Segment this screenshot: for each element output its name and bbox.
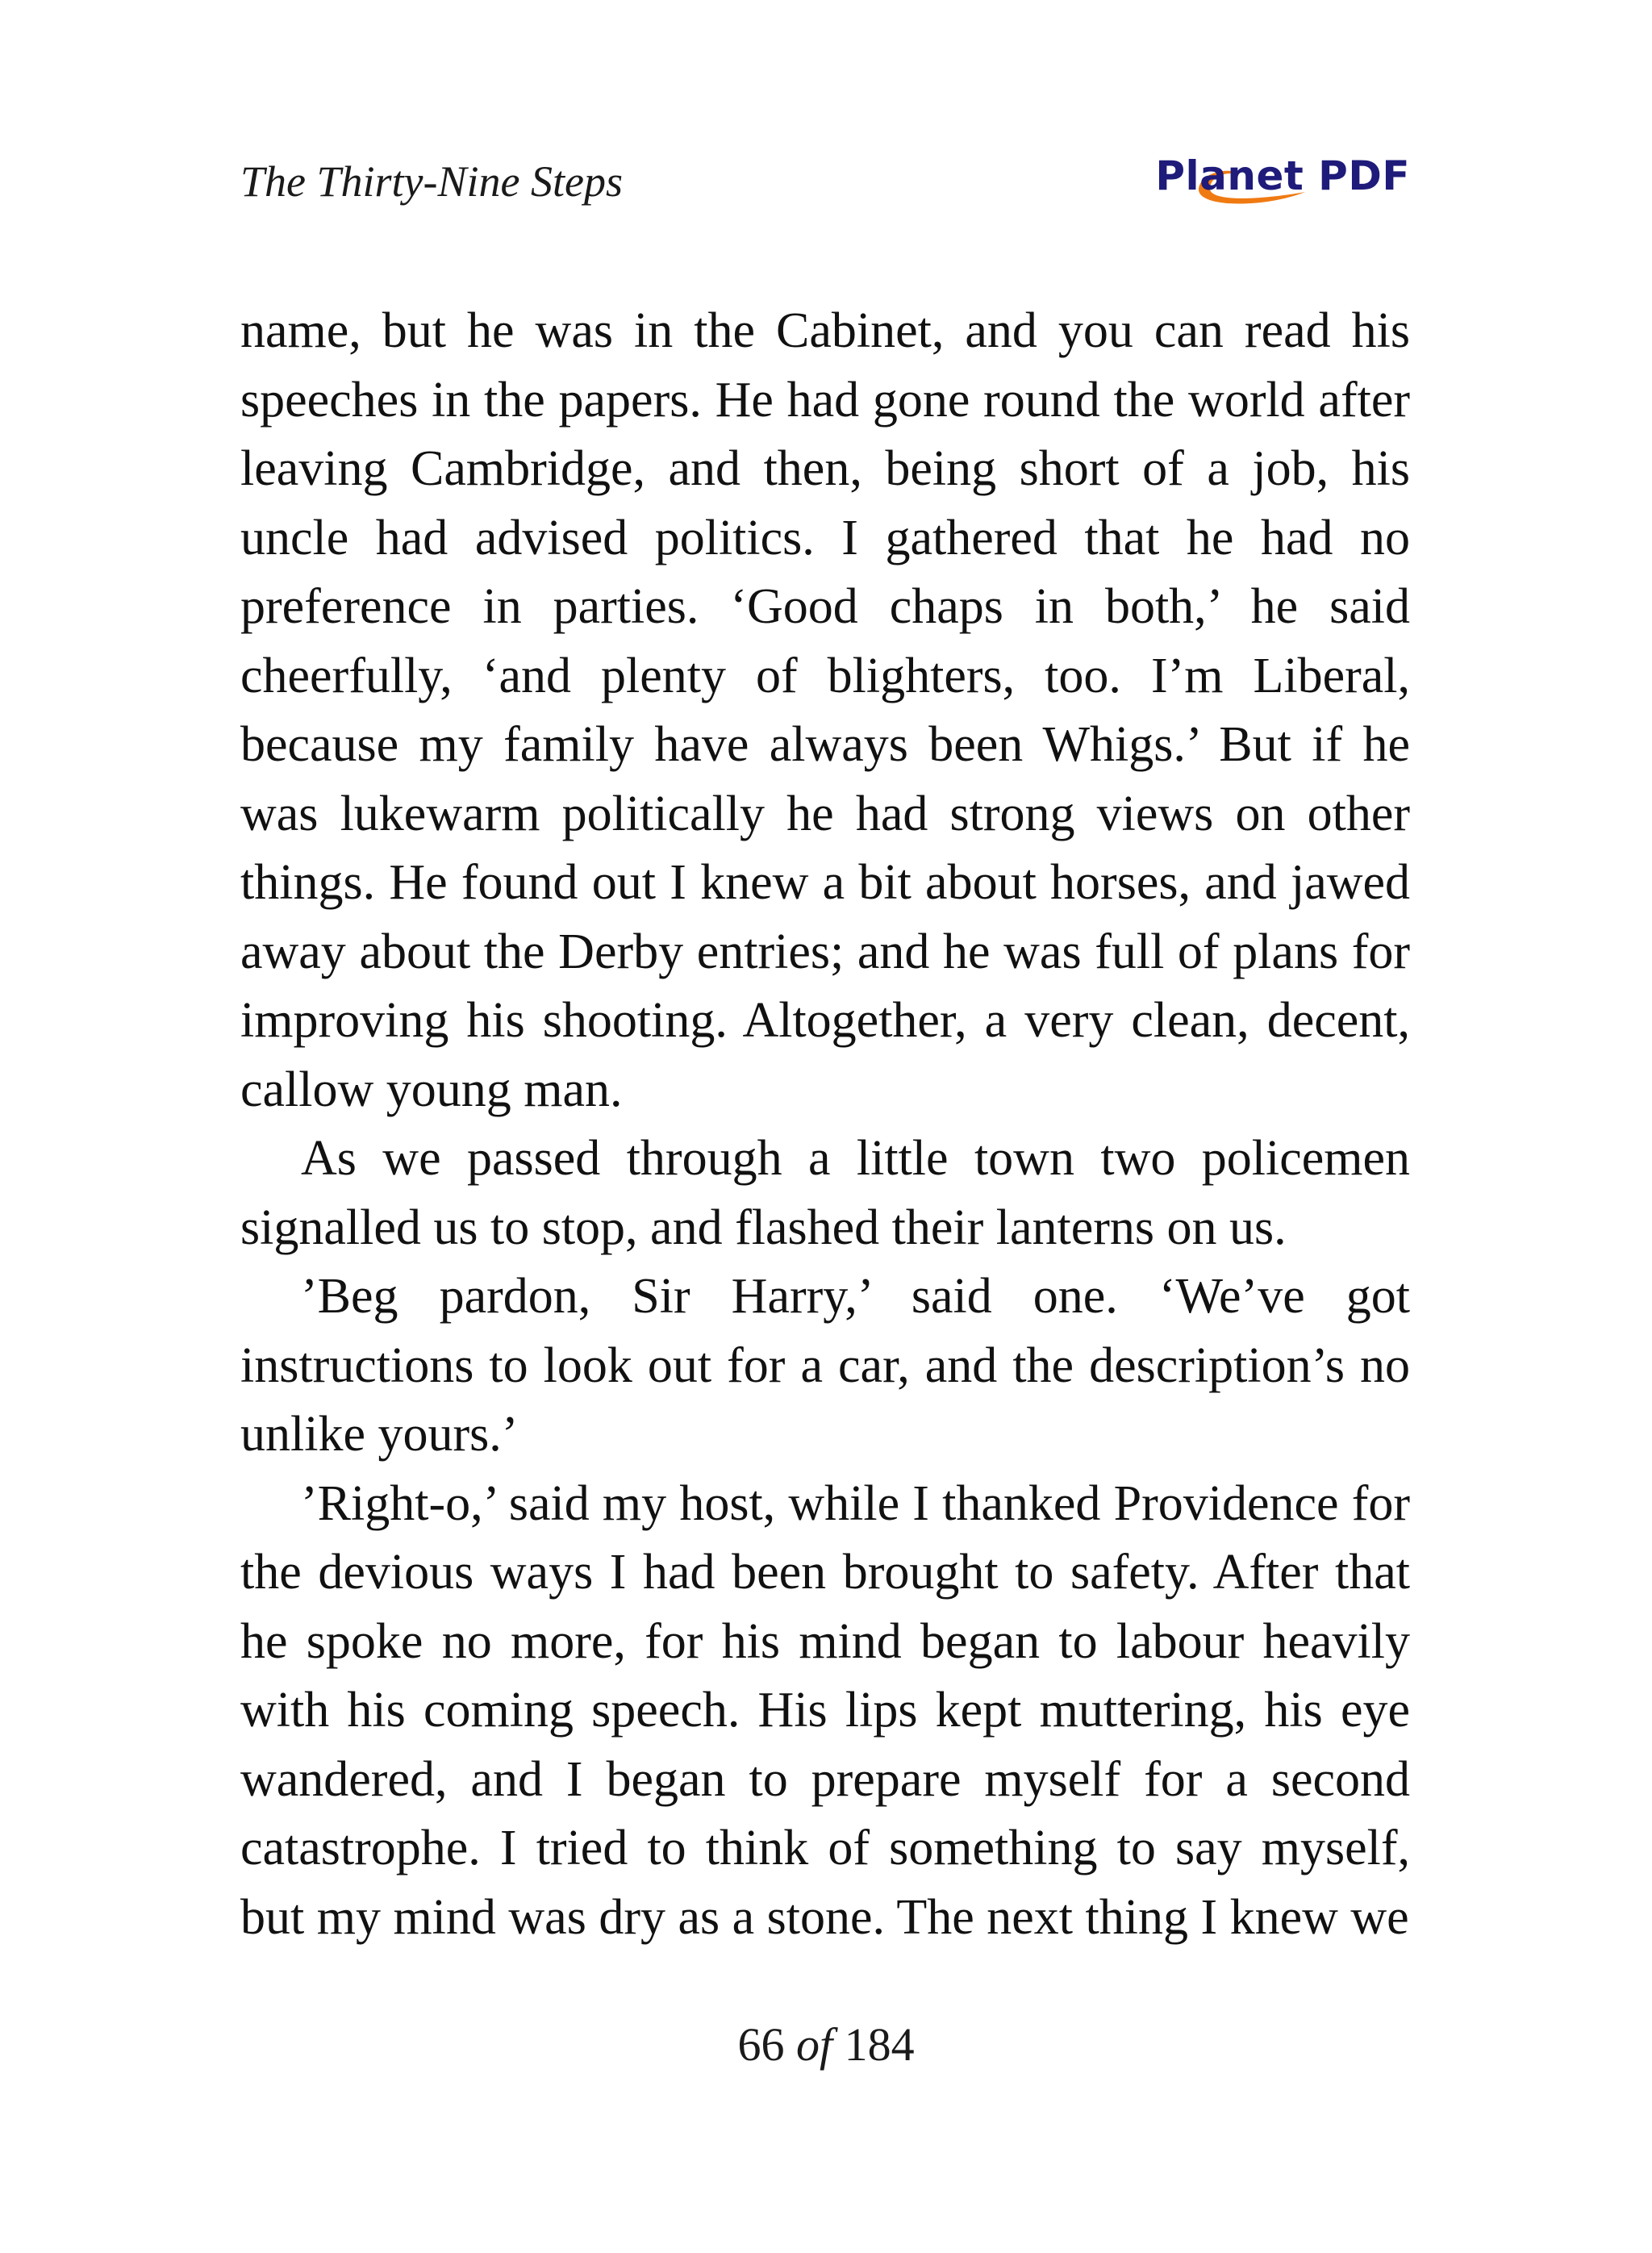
planet-pdf-logo xyxy=(1155,145,1410,218)
page-number-footer xyxy=(0,2017,1652,2073)
book-title: The Thirty-Nine Steps xyxy=(240,157,623,206)
paragraph: name, but he was in the Cabinet, and you can read his speeches in the papers. He had gone round the world after leaving Cambridge, and then, being short of a job, his uncle had advised politics. I gathered that he had no preference in parties. ‘Good chaps in both,’ he said cheerfully, ‘and plenty of blighters, too. I’m Liberal, because my family have always been Whigs.’ But if he was lukewarm politically he had strong views on other things. He found out I knew a bit about horses, and jawed away about the Derby entries; and he was full of plans for improving his shooting. Altogether, a very clean, decent, callow young man. xyxy=(240,303,1410,1117)
running-header xyxy=(240,145,1410,218)
current-page-number: 66 xyxy=(737,2018,785,2071)
paragraph: As we passed through a little town two policemen signalled us to stop, and flashed their lanterns on us. xyxy=(240,1131,1410,1255)
of-label: of xyxy=(795,2018,833,2071)
logo-text: Planet PDF xyxy=(1155,152,1410,199)
body-text xyxy=(240,297,1410,1952)
total-page-count: 184 xyxy=(844,2018,915,2071)
paragraph: ’Right-o,’ said my host, while I thanked Providence for the devious ways I had been brought to safety. After that he spoke no more, for his mind began to labour heavily with his coming speech. His lips kept muttering, his eye wandered, and I began to prepare myself for a second catastrophe. I tried to think of something to say myself, but my mind was dry as a stone. The next thing I knew we xyxy=(240,1475,1410,1945)
paragraph: ’Beg pardon, Sir Harry,’ said one. ‘We’ve got instructions to look out for a car, and the description’s no unlike yours.’ xyxy=(240,1269,1410,1462)
